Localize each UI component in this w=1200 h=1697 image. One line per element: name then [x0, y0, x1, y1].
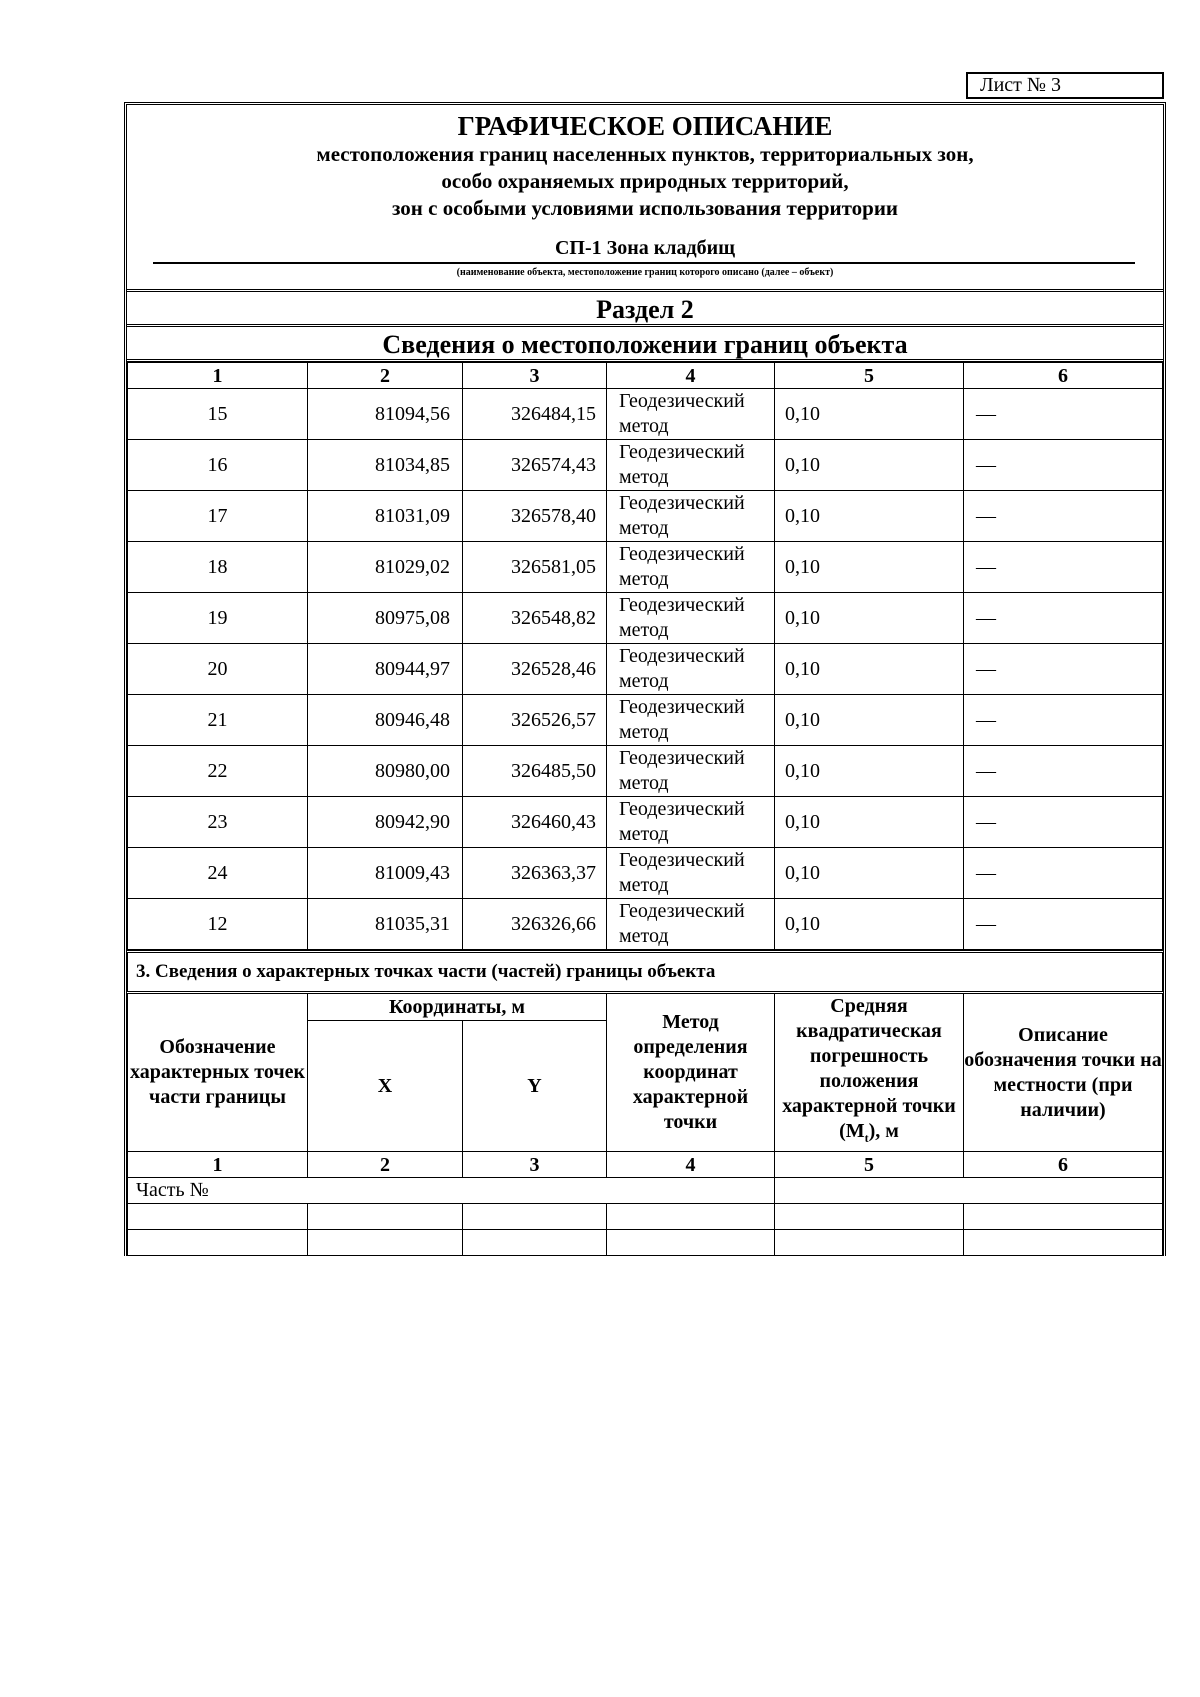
method-line-2: метод	[619, 772, 669, 794]
table-row	[128, 797, 1163, 848]
point-method	[607, 899, 775, 950]
point-description: —	[964, 593, 1163, 644]
section3-title: 3. Сведения о характерных точках части (частей) границы объекта	[128, 952, 1163, 993]
subtitle-line-2: особо охраняемых природных территорий,	[441, 169, 849, 193]
empty-cell	[964, 1204, 1163, 1230]
method-line-1: Геодезический	[619, 849, 745, 871]
points-table	[127, 362, 1163, 950]
point-x: 80980,00	[308, 746, 463, 797]
point-x: 80975,08	[308, 593, 463, 644]
point-description: —	[964, 848, 1163, 899]
table-row	[128, 848, 1163, 899]
table-row	[128, 899, 1163, 950]
method-line-2: метод	[619, 568, 669, 590]
point-error: 0,10	[775, 389, 964, 440]
empty-cell	[775, 1230, 964, 1256]
method-line-1: Геодезический	[619, 645, 745, 667]
point-x: 81035,31	[308, 899, 463, 950]
point-id: 12	[128, 899, 308, 950]
point-error: 0,10	[775, 644, 964, 695]
error-header-text: Средняя квадратическая погрешность положения характерной точки (M	[782, 995, 956, 1142]
point-description: —	[964, 644, 1163, 695]
point-id: 23	[128, 797, 308, 848]
error-header	[775, 993, 964, 1152]
point-y: 326484,15	[463, 389, 607, 440]
empty-cell	[308, 1204, 463, 1230]
point-method	[607, 440, 775, 491]
point-method	[607, 746, 775, 797]
method-line-2: метод	[619, 466, 669, 488]
subtitle-line-1: местоположения границ населенных пунктов, территориальных зон,	[316, 142, 974, 166]
method-line-1: Геодезический	[619, 696, 745, 718]
point-designation-header: Обозначение характерных точек части границы	[128, 993, 308, 1152]
x-header: X	[308, 1021, 463, 1152]
empty-cell	[607, 1230, 775, 1256]
section3-header-row	[128, 993, 1163, 1021]
object-underline	[153, 262, 1135, 264]
document-header	[127, 105, 1163, 292]
method-line-1: Геодезический	[619, 441, 745, 463]
point-error: 0,10	[775, 746, 964, 797]
method-line-1: Геодезический	[619, 747, 745, 769]
point-method	[607, 542, 775, 593]
point-y: 326581,05	[463, 542, 607, 593]
point-error: 0,10	[775, 899, 964, 950]
method-line-2: метод	[619, 823, 669, 845]
point-id: 15	[128, 389, 308, 440]
column-number: 2	[308, 363, 463, 389]
column-number: 4	[607, 363, 775, 389]
point-id: 16	[128, 440, 308, 491]
point-error: 0,10	[775, 593, 964, 644]
empty-cell	[308, 1230, 463, 1256]
method-line-2: метод	[619, 415, 669, 437]
method-line-2: метод	[619, 874, 669, 896]
table-row	[128, 491, 1163, 542]
method-line-1: Геодезический	[619, 543, 745, 565]
empty-cell	[463, 1230, 607, 1256]
point-x: 80942,90	[308, 797, 463, 848]
sheet-number: Лист № 3	[966, 72, 1164, 99]
column-number: 4	[607, 1152, 775, 1178]
point-y: 326363,37	[463, 848, 607, 899]
point-id: 19	[128, 593, 308, 644]
point-error: 0,10	[775, 848, 964, 899]
method-line-2: метод	[619, 619, 669, 641]
object-hint: (наименование объекта, местоположение границ которого описано (далее – объект)	[456, 267, 834, 278]
point-error: 0,10	[775, 440, 964, 491]
point-error: 0,10	[775, 542, 964, 593]
point-method	[607, 848, 775, 899]
table-row	[128, 389, 1163, 440]
empty-cell	[775, 1204, 964, 1230]
part-row	[128, 1178, 1163, 1204]
section3-column-number-row	[128, 1152, 1163, 1178]
point-id: 17	[128, 491, 308, 542]
description-header: Описание обозначения точки на местности (при наличии)	[964, 993, 1163, 1152]
method-header: Метод определения координат характерной точки	[607, 993, 775, 1152]
table-row	[128, 746, 1163, 797]
point-method	[607, 389, 775, 440]
column-number: 2	[308, 1152, 463, 1178]
point-y: 326574,43	[463, 440, 607, 491]
point-x: 80946,48	[308, 695, 463, 746]
point-id: 21	[128, 695, 308, 746]
table-row	[128, 593, 1163, 644]
point-id: 18	[128, 542, 308, 593]
part-label: Часть №	[128, 1178, 775, 1204]
part-empty-cell	[775, 1178, 1163, 1204]
point-description: —	[964, 491, 1163, 542]
point-y: 326548,82	[463, 593, 607, 644]
column-number: 5	[775, 1152, 964, 1178]
table-row	[128, 695, 1163, 746]
empty-cell	[128, 1230, 308, 1256]
point-y: 326526,57	[463, 695, 607, 746]
point-x: 81094,56	[308, 389, 463, 440]
coordinates-header: Координаты, м	[308, 993, 607, 1021]
point-x: 81009,43	[308, 848, 463, 899]
point-id: 20	[128, 644, 308, 695]
point-description: —	[964, 695, 1163, 746]
empty-row	[128, 1230, 1163, 1256]
column-number: 1	[128, 1152, 308, 1178]
column-number: 6	[964, 363, 1163, 389]
method-line-1: Геодезический	[619, 390, 745, 412]
method-line-2: метод	[619, 925, 669, 947]
point-description: —	[964, 797, 1163, 848]
empty-cell	[128, 1204, 308, 1230]
point-description: —	[964, 440, 1163, 491]
point-description: —	[964, 542, 1163, 593]
point-x: 80944,97	[308, 644, 463, 695]
point-error: 0,10	[775, 491, 964, 542]
point-id: 24	[128, 848, 308, 899]
point-x: 81029,02	[308, 542, 463, 593]
table-row	[128, 542, 1163, 593]
method-line-2: метод	[619, 670, 669, 692]
empty-row	[128, 1204, 1163, 1230]
section3-table	[127, 950, 1163, 1256]
point-x: 81031,09	[308, 491, 463, 542]
point-error: 0,10	[775, 797, 964, 848]
column-number: 3	[463, 1152, 607, 1178]
section-title: Раздел 2	[127, 292, 1163, 327]
point-y: 326326,66	[463, 899, 607, 950]
table-row	[128, 440, 1163, 491]
point-description: —	[964, 389, 1163, 440]
section3-title-row	[128, 952, 1163, 993]
point-description: —	[964, 746, 1163, 797]
column-number: 3	[463, 363, 607, 389]
method-line-2: метод	[619, 721, 669, 743]
point-y: 326578,40	[463, 491, 607, 542]
method-line-2: метод	[619, 517, 669, 539]
empty-cell	[463, 1204, 607, 1230]
point-method	[607, 644, 775, 695]
error-header-tail: ), м	[868, 1120, 899, 1142]
point-x: 81034,85	[308, 440, 463, 491]
point-method	[607, 797, 775, 848]
column-number-row	[128, 363, 1163, 389]
point-description: —	[964, 899, 1163, 950]
document-title: ГРАФИЧЕСКОЕ ОПИСАНИЕ	[457, 111, 833, 141]
point-y: 326485,50	[463, 746, 607, 797]
point-method	[607, 695, 775, 746]
point-y: 326460,43	[463, 797, 607, 848]
column-number: 1	[128, 363, 308, 389]
empty-cell	[964, 1230, 1163, 1256]
point-error: 0,10	[775, 695, 964, 746]
error-header-subscript: t	[864, 1131, 869, 1145]
column-number: 5	[775, 363, 964, 389]
document-frame	[124, 102, 1166, 1256]
subtitle-line-3: зон с особыми условиями использования территории	[391, 196, 899, 220]
method-line-1: Геодезический	[619, 900, 745, 922]
method-line-1: Геодезический	[619, 594, 745, 616]
point-method	[607, 593, 775, 644]
y-header: Y	[463, 1021, 607, 1152]
empty-cell	[607, 1204, 775, 1230]
point-y: 326528,46	[463, 644, 607, 695]
object-name: СП-1 Зона кладбищ	[554, 237, 735, 259]
method-line-1: Геодезический	[619, 798, 745, 820]
method-line-1: Геодезический	[619, 492, 745, 514]
section-subtitle: Сведения о местоположении границ объекта	[127, 327, 1163, 362]
table-row	[128, 644, 1163, 695]
column-number: 6	[964, 1152, 1163, 1178]
point-method	[607, 491, 775, 542]
point-id: 22	[128, 746, 308, 797]
